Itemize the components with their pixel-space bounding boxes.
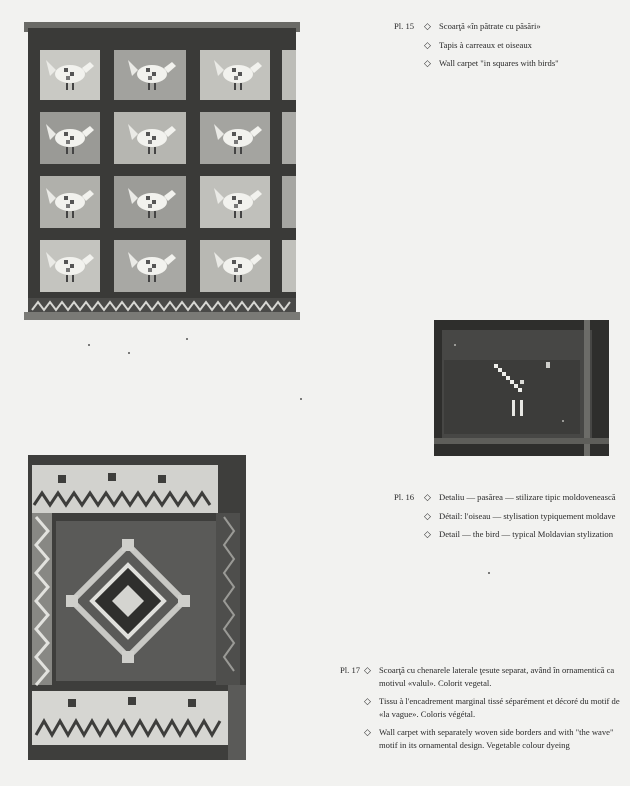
- caption-entry-english: [364, 726, 626, 751]
- caption-text: Scoarţă «în pătrate cu păsări»: [439, 21, 541, 31]
- caption-entry-french: [364, 695, 626, 720]
- diamond-bullet-icon: ◇: [424, 510, 431, 521]
- caption-text: Wall carpet with separately woven side borders and with "the wave" motif in its ornamental design. Vegetable colour dyeing: [379, 727, 614, 750]
- caption-entry-french: [424, 39, 624, 52]
- caption-text: Detaliu — pasărea — stilizare tipic moldovenească: [439, 492, 616, 502]
- plate-number: Pl. 15: [394, 21, 415, 31]
- caption-text: Wall carpet "in squares with birds": [439, 58, 559, 68]
- diamond-bullet-icon: ◇: [364, 696, 371, 706]
- caption-text: Scoarţă cu chenarele laterale ţesute separat, având în ornamentică ca motivul «valul». Colorit vegetal.: [379, 665, 615, 688]
- diamond-bullet-icon: ◇: [424, 21, 431, 31]
- caption-entry-french: [424, 510, 620, 523]
- caption-text: Tapis à carreaux et oiseaux: [439, 39, 532, 50]
- plate-16-photo: [434, 320, 609, 456]
- caption-plate-17: [340, 664, 626, 751]
- plate-number: Pl. 16: [394, 492, 415, 502]
- scan-speck: [186, 338, 188, 340]
- scan-speck: [300, 398, 302, 400]
- caption-plate-16: [394, 491, 620, 541]
- caption-entry-english: [424, 528, 620, 541]
- diamond-bullet-icon: ◇: [364, 727, 371, 737]
- caption-text: Détail: l'oiseau — stylisation typiquement moldave: [439, 510, 616, 521]
- caption-plate-15: [394, 20, 624, 70]
- plate-15-photo: [24, 22, 300, 320]
- diamond-bullet-icon: ◇: [424, 492, 431, 502]
- caption-text: Tissu à l'encadrement marginal tissé séparément et décoré du motif de «la vague». Coloris végétal.: [379, 696, 620, 719]
- diamond-bullet-icon: ◇: [424, 58, 431, 68]
- diamond-bullet-icon: ◇: [424, 39, 431, 50]
- caption-entry-romanian: [424, 20, 624, 33]
- scan-speck: [488, 572, 490, 574]
- caption-entry-english: [424, 57, 624, 70]
- scan-speck: [88, 344, 90, 346]
- caption-entry-romanian: [424, 491, 620, 504]
- plate-number: Pl. 17: [340, 665, 361, 675]
- caption-text: Detail — the bird — typical Moldavian stylization: [439, 529, 613, 539]
- plate-17-photo: [28, 455, 246, 760]
- caption-entry-romanian: [364, 664, 626, 689]
- diamond-bullet-icon: ◇: [364, 665, 371, 675]
- scan-speck: [128, 352, 130, 354]
- diamond-bullet-icon: ◇: [424, 529, 431, 539]
